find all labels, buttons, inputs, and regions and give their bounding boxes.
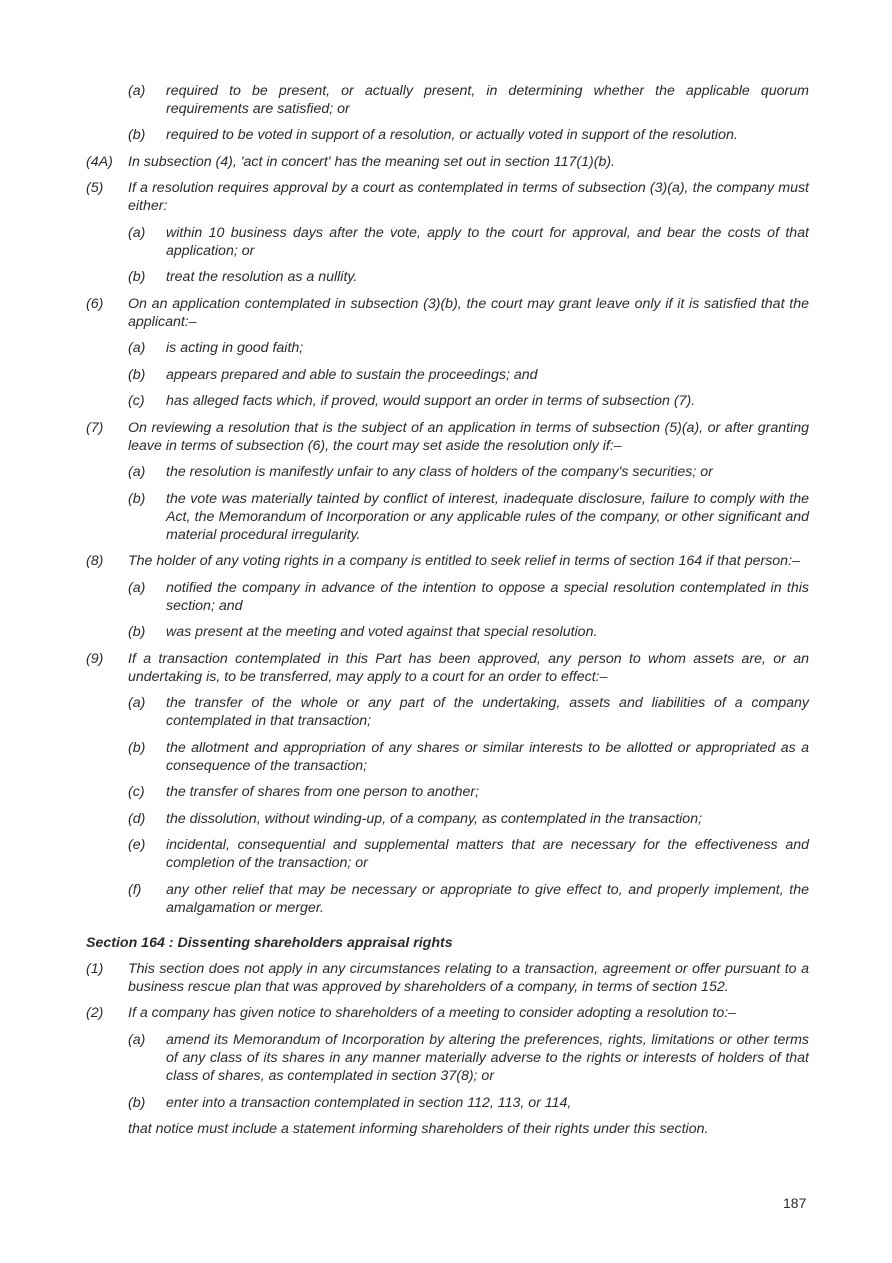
item-label: (e) <box>128 837 146 853</box>
item-label: (b) <box>128 269 146 285</box>
item-text: within 10 business days after the vote, apply to the court for approval, and bear the costs of that application; or <box>166 225 809 259</box>
item-text: On an application contemplated in subsection (3)(b), the court may grant leave only if it is satisfied that the applicant:– <box>128 296 809 330</box>
item-label: (d) <box>128 811 146 827</box>
item-label: (c) <box>128 393 145 409</box>
section-heading: Section 164 : Dissenting shareholders appraisal rights <box>86 935 453 951</box>
item-text: The holder of any voting rights in a company is entitled to seek relief in terms of section 164 if that person:– <box>128 553 800 569</box>
item-text: any other relief that may be necessary or appropriate to give effect to, and properly implement, the amalgamation or merger. <box>166 882 809 916</box>
item-label: (a) <box>128 464 146 480</box>
item-text: In subsection (4), 'act in concert' has the meaning set out in section 117(1)(b). <box>128 154 615 170</box>
item-label: (9) <box>86 651 104 667</box>
item-text: notified the company in advance of the intention to oppose a special resolution contemplated in this section; and <box>166 580 809 614</box>
item-text: has alleged facts which, if proved, would support an order in terms of subsection (7). <box>166 393 696 409</box>
item-text: required to be voted in support of a resolution, or actually voted in support of the resolution. <box>166 127 738 143</box>
item-text: was present at the meeting and voted against that special resolution. <box>166 624 598 640</box>
item-text: is acting in good faith; <box>166 340 304 356</box>
item-text: On reviewing a resolution that is the subject of an application in terms of subsection (5)(a), or after granting leave in terms of subsection (6), the court may set aside the resolution only if:– <box>128 420 809 454</box>
item-label: (b) <box>128 740 146 756</box>
item-label: (7) <box>86 420 104 436</box>
item-text: the transfer of the whole or any part of the undertaking, assets and liabilities of a company contemplated in that transaction; <box>166 695 809 729</box>
item-label: (6) <box>86 296 104 312</box>
closing-text: that notice must include a statement informing shareholders of their rights under this section. <box>128 1121 709 1137</box>
item-label: (5) <box>86 180 104 196</box>
item-label: (4A) <box>86 154 113 170</box>
item-label: (b) <box>128 624 146 640</box>
item-label: (1) <box>86 961 104 977</box>
item-text: the transfer of shares from one person to another; <box>166 784 480 800</box>
item-text: incidental, consequential and supplemental matters that are necessary for the effectiveness and completion of the transaction; or <box>166 837 809 871</box>
item-label: (a) <box>128 580 146 596</box>
item-label: (a) <box>128 225 146 241</box>
item-text: the allotment and appropriation of any shares or similar interests to be allotted or appropriated as a consequence of the transaction; <box>166 740 809 774</box>
item-label: (2) <box>86 1005 104 1021</box>
item-text: the dissolution, without winding-up, of a company, as contemplated in the transaction; <box>166 811 703 827</box>
item-text: If a resolution requires approval by a court as contemplated in terms of subsection (3)(a), the company must either: <box>128 180 809 214</box>
item-text: enter into a transaction contemplated in section 112, 113, or 114, <box>166 1095 572 1111</box>
item-label: (a) <box>128 695 146 711</box>
item-text: the vote was materially tainted by conflict of interest, inadequate disclosure, failure to comply with the Act, the Memorandum of Incorporation or any applicable rules of the company, or other significant and material procedural irregularity. <box>166 491 809 543</box>
item-label: (b) <box>128 491 146 507</box>
item-label: (b) <box>128 1095 146 1111</box>
item-label: (b) <box>128 127 146 143</box>
item-text: If a transaction contemplated in this Part has been approved, any person to whom assets are, or an undertaking is, to be transferred, may apply to a court for an order to effect:– <box>128 651 809 685</box>
item-label: (8) <box>86 553 104 569</box>
item-text: the resolution is manifestly unfair to any class of holders of the company's securities; or <box>166 464 713 480</box>
item-label: (b) <box>128 367 146 383</box>
item-text: treat the resolution as a nullity. <box>166 269 358 285</box>
item-text: required to be present, or actually present, in determining whether the applicable quorum requirements are satisfied; or <box>166 83 809 117</box>
item-label: (a) <box>128 1032 146 1048</box>
item-label: (a) <box>128 83 146 99</box>
item-text: This section does not apply in any circumstances relating to a transaction, agreement or offer pursuant to a business rescue plan that was approved by shareholders of a company, in terms of section 152. <box>128 961 809 995</box>
item-label: (c) <box>128 784 145 800</box>
item-label: (f) <box>128 882 142 898</box>
item-label: (a) <box>128 340 146 356</box>
item-text: appears prepared and able to sustain the proceedings; and <box>166 367 538 383</box>
item-text: amend its Memorandum of Incorporation by altering the preferences, rights, limitations or other terms of any class of its shares in any manner materially adverse to the rights or interests of holders of that class of shares, as contemplated in section 37(8); or <box>166 1032 809 1084</box>
item-text: If a company has given notice to shareholders of a meeting to consider adopting a resolution to:– <box>128 1005 737 1021</box>
page-number: 187 <box>783 1195 807 1211</box>
